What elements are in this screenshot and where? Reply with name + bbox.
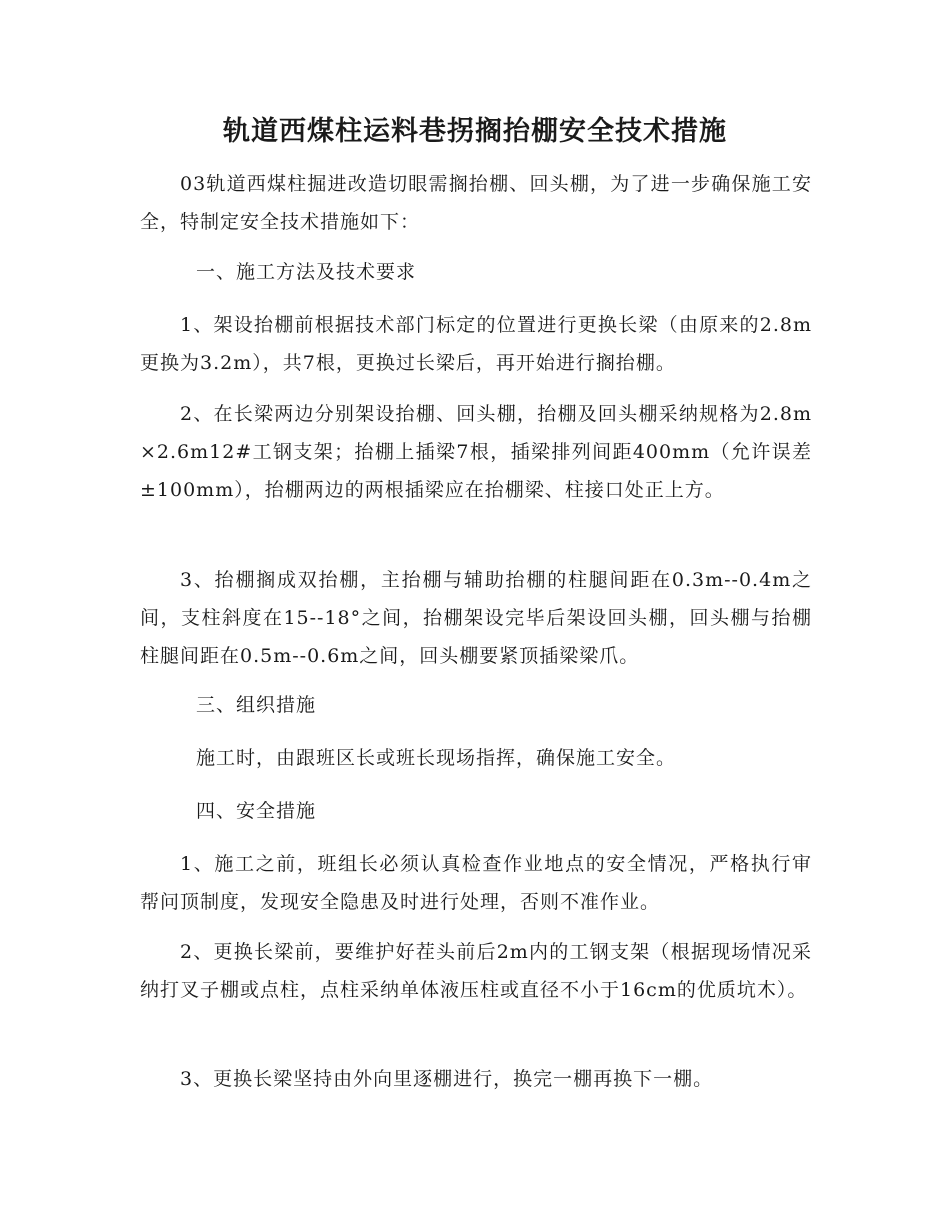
safety-item-3: 3、更换长梁坚持由外向里逐棚进行，换完一棚再换下一棚。 — [180, 1068, 714, 1090]
construction-item-3: 3、抬棚搁成双抬棚，主抬棚与辅助抬棚的柱腿间距在0.3m--0.4m之间，支柱斜度在15--18°之间，抬棚架设完毕后架设回头棚，回头棚与抬棚柱腿间距在0.5m--0.6m之间，回头棚要紧顶插梁梁爪。 — [140, 569, 812, 667]
document-title: 轨道西煤柱运料巷拐搁抬棚安全技术措施 — [223, 116, 727, 147]
section-heading-organization: 三、组织措施 — [196, 694, 317, 716]
intro-paragraph: 03轨道西煤柱掘进改造切眼需搁抬棚、回头棚，为了进一步确保施工安全，特制定安全技术措施如下： — [140, 173, 812, 233]
organization-text: 施工时，由跟班区长或班长现场指挥，确保施工安全。 — [196, 747, 677, 769]
safety-item-2: 2、更换长梁前，要维护好茬头前后2m内的工钢支架（根据现场情况采纳打叉子棚或点柱，点柱采纳单体液压柱或直径不小于16cm的优质坑木）。 — [140, 941, 812, 1001]
safety-item-1: 1、施工之前，班组长必须认真检查作业地点的安全情况，严格执行审帮问顶制度，发现安全隐患及时进行处理，否则不准作业。 — [140, 853, 812, 913]
section-heading-safety: 四、安全措施 — [196, 800, 317, 822]
section-heading-construction-method: 一、施工方法及技术要求 — [196, 261, 417, 283]
construction-item-1: 1、架设抬棚前根据技术部门标定的位置进行更换长梁（由原来的2.8m更换为3.2m），共7根，更换过长梁后，再开始进行搁抬棚。 — [140, 314, 812, 374]
construction-item-2: 2、在长梁两边分别架设抬棚、回头棚，抬棚及回头棚采纳规格为2.8m×2.6m12#工钢支架；抬棚上插梁7根，插梁排列间距400mm（允许误差±100mm），抬棚两边的两根插梁应在抬棚梁、柱接口处正上方。 — [140, 403, 812, 501]
